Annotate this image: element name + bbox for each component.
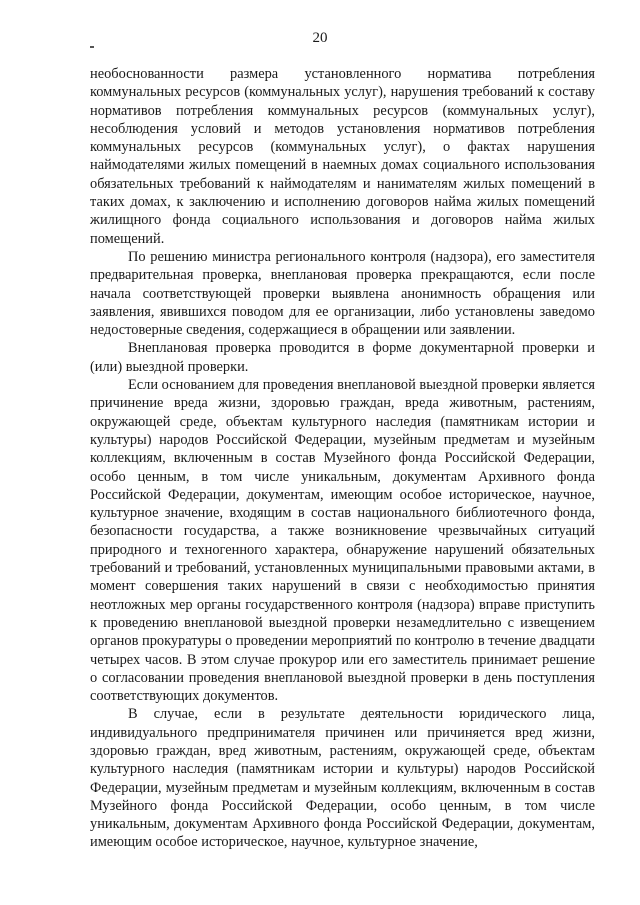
paragraph-termination-decision: По решению министра регионального контроля (надзора), его заместителя предварительная проверка, внеплановая проверка прекращаются, если после начала соответствующей проверки выявлена анонимность обращения или заявления, явившихся поводом для ее организации, либо установлены заведомо недостоверные сведения, содержащиеся в обращении или заявлении. <box>90 248 595 339</box>
paragraph-continuation: необоснованности размера установленного норматива потребления коммунальных ресурсов (коммунальных услуг), нарушения требований к составу нормативов потребления коммунальных ресурсов (коммунальных услуг), несоблюдения условий и методов установления нормативов потребления коммунальных ресурсов (коммунальных услуг), о фактах нарушения наймодателями жилых помещений в наемных домах социального использования обязательных требований к наймодателям и нанимателям жилых помещений в таких домах, к заключению и исполнению договоров найма жилых помещений жилищного фонда социального использования и договоров найма жилых помещений. <box>90 66 595 247</box>
page-number: 20 <box>312 30 328 46</box>
document-body <box>90 65 595 852</box>
paragraph-harm-case: В случае, если в результате деятельности юридического лица, индивидуального предпринимателя причинен или причиняется вред жизни, здоровью граждан, вред животным, растениям, окружающей среде, объектам культурного наследия (памятникам истории и культуры) народов Российской Федерации, музейным предметам и музейным коллекциям, включенным в состав Музейного фонда Российской Федерации, особо ценным, в том числе уникальным, документам Архивного фонда Российской Федерации, документам, имеющим особое историческое, научное, культурное значение, <box>90 706 595 851</box>
paragraph-inspection-form: Внеплановая проверка проводится в форме документарной проверки и (или) выездной проверки. <box>90 340 595 375</box>
paragraph-urgent-inspection: Если основанием для проведения внеплановой выездной проверки является причинение вреда жизни, здоровью граждан, вреда животным, растениям, окружающей среде, объектам культурного наследия (памятникам истории и культуры) народов Российской Федерации, музейным предметам и музейным коллекциям, включенным в состав Музейного фонда Российской Федерации, особо ценным, в том числе уникальным, документам Архивного фонда Российской Федерации, документам, имеющим особое историческое, научное, культурное значение, входящим в состав национального библиотечного фонда, безопасности государства, а также возникновение чрезвычайных ситуаций природного и техногенного характера, обнаружение нарушений обязательных требований и требований, установленных муниципальными правовыми актами, в момент совершения таких нарушений в связи с необходимостью принятия неотложных мер органы государственного контроля (надзора) вправе приступить к проведению внеплановой выездной проверки незамедлительно с извещением органов прокуратуры о проведении мероприятий по контролю в течение двадцати четырех часов. В этом случае прокурор или его заместитель принимает решение о согласовании проведения внеплановой выездной проверки в день поступления соответствующих документов. <box>90 377 595 705</box>
scan-artifact-mark <box>90 46 94 48</box>
